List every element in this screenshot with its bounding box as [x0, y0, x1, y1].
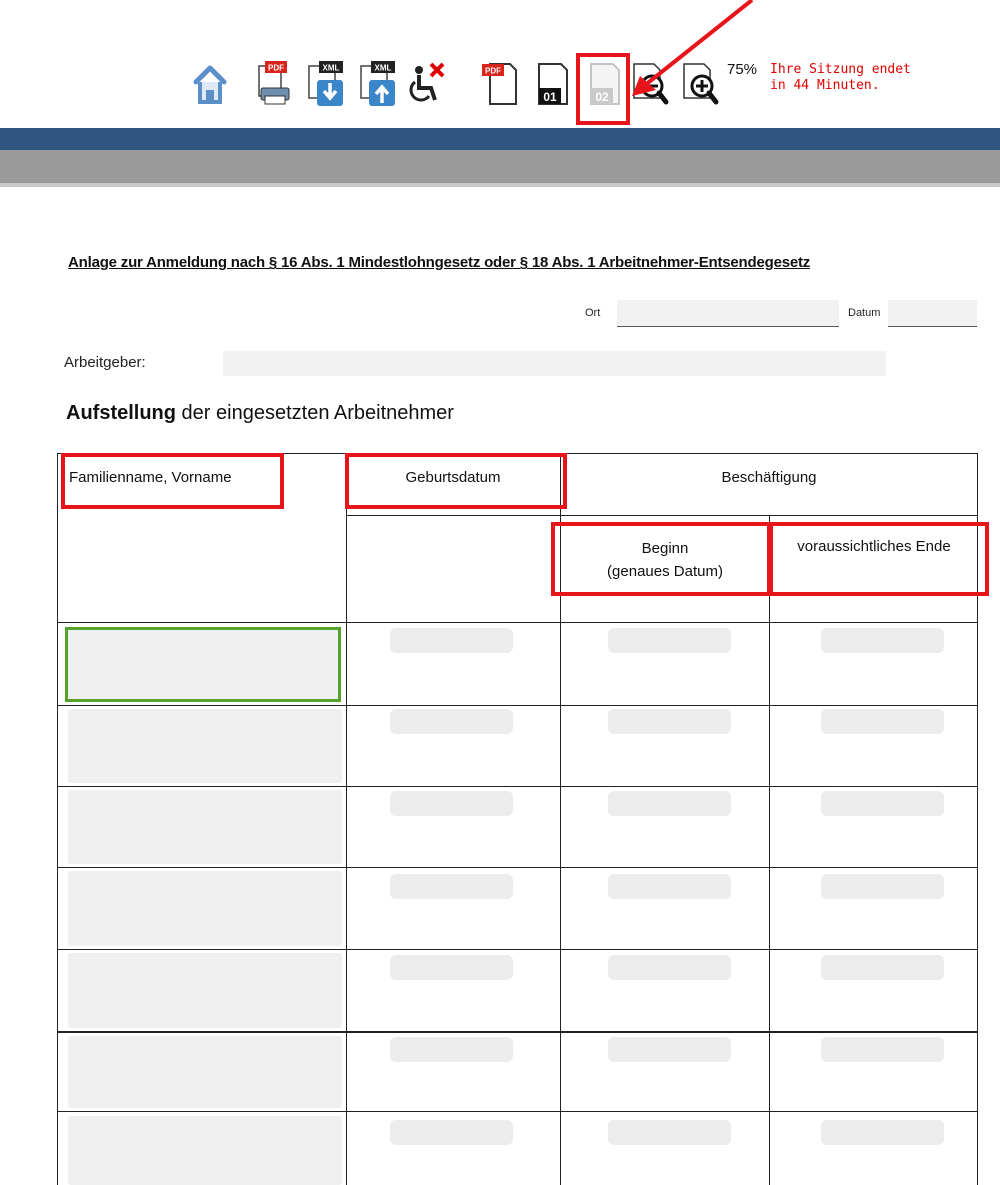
name-input[interactable] [68, 1036, 342, 1108]
home-icon[interactable] [190, 58, 230, 108]
begin-date-input[interactable] [608, 1120, 731, 1145]
name-input[interactable] [65, 627, 341, 702]
end-date-input[interactable] [821, 1120, 944, 1145]
begin-date-input[interactable] [608, 628, 731, 653]
datum-field[interactable] [888, 300, 977, 327]
end-date-input[interactable] [821, 1037, 944, 1062]
name-input[interactable] [68, 953, 342, 1028]
pdf-print-icon[interactable] [253, 58, 293, 108]
name-input[interactable] [68, 871, 342, 946]
table-col-divider [346, 453, 347, 1185]
name-input[interactable] [68, 1116, 342, 1185]
table-row-divider [57, 622, 978, 623]
page-01-label: 01 [543, 90, 557, 104]
arbeitgeber-label: Arbeitgeber: [64, 354, 146, 371]
xml-upload-icon[interactable] [357, 58, 397, 108]
header-begin-line1: Beginn [641, 540, 689, 557]
birthdate-input[interactable] [390, 791, 513, 816]
xml-download-icon[interactable] [305, 58, 345, 108]
birthdate-input[interactable] [390, 628, 513, 653]
begin-date-input[interactable] [608, 791, 731, 816]
table-row-divider [57, 1111, 978, 1112]
end-date-input[interactable] [821, 628, 944, 653]
name-input[interactable] [68, 790, 342, 864]
end-date-input[interactable] [821, 955, 944, 980]
table-row-divider [57, 1031, 978, 1033]
table-row-divider [57, 705, 978, 706]
begin-date-input[interactable] [608, 955, 731, 980]
page-01-icon[interactable] [533, 58, 573, 108]
datum-label: Datum [848, 307, 881, 319]
end-date-input[interactable] [821, 874, 944, 899]
end-date-input[interactable] [821, 791, 944, 816]
highlight-header-birthdate [345, 453, 567, 509]
header-end: voraussichtliches Ende [797, 538, 951, 555]
begin-date-input[interactable] [608, 874, 731, 899]
end-date-input[interactable] [821, 709, 944, 734]
ort-field[interactable] [617, 300, 839, 327]
table-border-left [57, 453, 58, 1185]
header-bar [0, 128, 1000, 150]
name-input[interactable] [68, 709, 342, 783]
accessibility-off-icon[interactable] [407, 58, 447, 108]
header-birthdate: Geburtsdatum [405, 469, 501, 486]
annotation-arrow-icon [620, 0, 760, 105]
table-row-divider [57, 867, 978, 868]
birthdate-input[interactable] [390, 1120, 513, 1145]
header-employment: Beschäftigung [721, 469, 817, 486]
xml-badge: XML [322, 63, 340, 73]
table-row-divider [346, 515, 978, 516]
birthdate-input[interactable] [390, 709, 513, 734]
xml-badge: XML [374, 63, 392, 73]
subheader-shadow [0, 183, 1000, 187]
highlight-header-end [767, 522, 989, 596]
table-row-divider [57, 786, 978, 787]
pdf-badge: PDF [268, 63, 284, 73]
section-heading [66, 402, 454, 425]
ort-label: Ort [585, 307, 601, 319]
pdf-icon[interactable] [480, 58, 520, 108]
table-row-divider [57, 949, 978, 950]
header-begin-line2: (genaues Datum) [607, 563, 723, 580]
highlight-header-begin [551, 522, 773, 596]
begin-date-input[interactable] [608, 709, 731, 734]
session-timer: Ihre Sitzung endet in 44 Minuten. [770, 62, 911, 93]
header-name: Familienname, Vorname [69, 469, 232, 486]
begin-date-input[interactable] [608, 1037, 731, 1062]
birthdate-input[interactable] [390, 1037, 513, 1062]
subheader-bar [0, 150, 1000, 183]
zoom-level: 75% [727, 61, 758, 78]
table-col-divider [769, 515, 770, 1185]
arbeitgeber-field[interactable] [223, 351, 886, 376]
page-02-label: 02 [595, 90, 609, 104]
pdf-badge: PDF [485, 66, 501, 76]
section-heading-rest: der eingesetzten Arbeitnehmer [176, 402, 454, 424]
birthdate-input[interactable] [390, 955, 513, 980]
birthdate-input[interactable] [390, 874, 513, 899]
form-title: Anlage zur Anmeldung nach § 16 Abs. 1 Mindestlohngesetz oder § 18 Abs. 1 Arbeitnehmer-Entsendegesetz [68, 254, 811, 271]
highlight-header-name [61, 453, 284, 509]
section-heading-bold: Aufstellung [66, 402, 176, 424]
